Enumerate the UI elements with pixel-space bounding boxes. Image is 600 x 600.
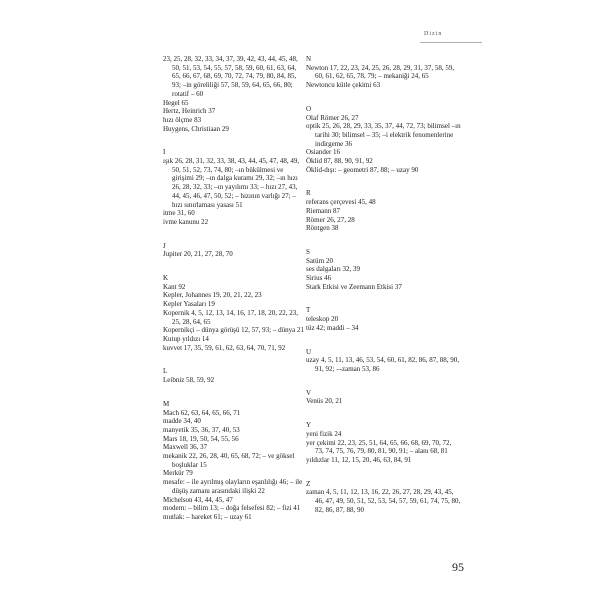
index-entry: itme 31, 60 xyxy=(163,209,195,218)
index-entry: kuvvet 17, 35, 59, 61, 62, 63, 64, 70, 71, 92 xyxy=(163,343,286,352)
section-gap xyxy=(306,406,461,414)
index-entry: Römer 26, 27, 28 xyxy=(306,215,355,224)
header-rule xyxy=(420,42,482,43)
index-entry: ivme kanunu 22 xyxy=(163,217,209,226)
index-entry: Kant 92 xyxy=(163,282,186,291)
index-entry: Kopernik 4, 5, 12, 13, 14, 16, 17, 18, 20, 22, 23, 25, 28, 64, 65 xyxy=(163,308,298,326)
index-entry: 23, 25, 28, 32, 33, 34, 37, 39, 42, 43, 44, 45, 48, 50, 51, 53, 54, 55, 57, 58, 59, 60, 61, 63, 64, 65, 66, 67, 68, 69, 70, 72, 74, 79, 80, 84, 85, 93; –in göreliliği 57, 58, 59, 64, 65, 66, 80; rotatif – 60 xyxy=(163,55,298,98)
index-entry: manyetik 35, 36, 37, 40, 53 xyxy=(163,425,240,434)
index-letter-heading: J xyxy=(163,241,166,250)
section-gap xyxy=(306,90,461,98)
index-entry: Röntgen 38 xyxy=(306,224,339,233)
index-entry: hızı ölçme 83 xyxy=(163,115,202,124)
index-entry: mutlak: – hareket 61; – uzay 61 xyxy=(163,512,252,521)
index-entry: ses dalgaları 32, 39 xyxy=(306,265,361,274)
section-gap xyxy=(163,227,306,235)
index-entry: mesafe: – ile ayrılmış olayların eşanlılığı 46; – ile düşüş zamanı arasındaki ilişki 22 xyxy=(163,478,303,495)
section-gap xyxy=(306,333,461,341)
index-letter-heading: R xyxy=(306,189,311,198)
index-entry: Kutup yıldızı 14 xyxy=(163,334,209,343)
index-entry: Newtoncu kütle çekimi 63 xyxy=(306,81,381,90)
index-letter-heading: S xyxy=(306,247,310,256)
index-entry: Hegel 65 xyxy=(163,98,189,107)
index-entry: Maxwell 36, 37 xyxy=(163,443,208,452)
index-entry: Osiander 16 xyxy=(306,148,341,157)
section-gap xyxy=(306,291,461,299)
index-letter-heading: Y xyxy=(306,421,312,430)
index-entry: Olaf Römer 26, 27 xyxy=(306,113,359,122)
index-entry: optik 25, 26, 28, 29, 33, 35, 37, 44, 72, 73; bilimsel –ın tarihi 30; bilimsel – 35; –i elektrik fenomenlerine indirgeme 36 xyxy=(306,122,461,148)
index-entry: modern: – bilim 13; – doğa felsefesi 82; – fizi 41 xyxy=(163,504,301,513)
index-entry: Satürn 20 xyxy=(306,256,334,265)
index-entry: Mach 62, 63, 64, 65, 66, 71 xyxy=(163,408,241,417)
index-letter-heading: I xyxy=(163,148,166,157)
index-entry: Öklid-dışı: – geometri 87, 88; – uzay 90 xyxy=(306,165,419,174)
index-entry: Sirius 46 xyxy=(306,274,332,283)
section-gap xyxy=(306,174,461,182)
index-entry: yer çekimi 22, 23, 25, 51, 64, 65, 66, 68, 69, 70, 72, 73, 74, 75, 76, 79, 80, 81, 90, 91; – alanı 68, 81 xyxy=(306,438,452,456)
index-column-left xyxy=(163,55,306,522)
index-entry: yeni fizik 24 xyxy=(306,429,342,438)
index-entry: Kepler, Johannes 19, 20, 21, 22, 23 xyxy=(163,291,262,300)
index-entry: Hertz, Heinrich 37 xyxy=(163,107,216,116)
index-entry: Venüs 20, 21 xyxy=(306,397,343,406)
index-entry: Riemann 87 xyxy=(306,206,341,215)
index-letter-heading: T xyxy=(306,306,311,315)
index-entry: Merkür 79 xyxy=(163,469,193,478)
index-entry: Leibniz 58, 59, 92 xyxy=(163,376,215,385)
index-entry: Kepler Yasaları 19 xyxy=(163,300,215,309)
section-gap xyxy=(306,233,461,241)
index-entry: zaman 4, 5, 11, 12, 13, 16, 22, 26, 27, 28, 29, 43, 45, 46, 47, 49, 50, 51, 52, 53, 54, 57, 59, 61, 74, 75, 80, 82, 86, 87, 88, 90 xyxy=(306,488,461,514)
index-letter-heading: Z xyxy=(306,479,311,488)
index-entry: Öklid 87, 88, 90, 91, 92 xyxy=(306,157,373,166)
index-entry: madde 34, 40 xyxy=(163,417,201,426)
index-entry: Michelson 43, 44, 45, 47 xyxy=(163,495,233,504)
index-entry: teleskop 20 xyxy=(306,315,339,324)
index-letter-heading: O xyxy=(306,104,312,113)
index-entry: Jupiter 20, 21, 27, 28, 70 xyxy=(163,250,233,259)
section-gap xyxy=(163,352,306,360)
index-entry: Huygens, Christiaan 29 xyxy=(163,124,229,133)
index-entry: ışık 26, 28, 31, 32, 33, 38, 43, 44, 45, 47, 48, 49, 50, 51, 52, 73, 74, 80; –ın bükülmesi ve girişimi 29; –ın dalga kuramı 29, 32; –ın hızı 26, 28, 32, 33; –ın yayılımı 33; – hızı 27, 43, 44, 45, 46, 47, 50, 52; – hızının varlığı 27; – hızı sınırlaması yasası 51 xyxy=(163,157,300,209)
page-number: 95 xyxy=(452,560,464,574)
index-letter-heading: V xyxy=(306,388,312,397)
section-gap xyxy=(163,133,306,141)
section-gap xyxy=(163,385,306,393)
index-letter-heading: L xyxy=(163,367,168,376)
index-letter-heading: M xyxy=(163,399,170,408)
index-entry: Kopernikçi – dünya görüşü 12, 57, 93; – dünya 21 xyxy=(163,326,304,335)
index-letter-heading: K xyxy=(163,274,169,283)
index-entry: yıldızlar 11, 12, 15, 20, 46, 63, 84, 91 xyxy=(306,455,412,464)
index-entry: Mars 18, 19, 50, 54, 55, 56 xyxy=(163,434,239,443)
section-gap xyxy=(306,465,461,473)
index-column-right xyxy=(306,55,461,514)
index-entry: mekanik 22, 26, 28, 40, 65, 68, 72; – ve göksel boşluklar 15 xyxy=(163,452,295,469)
index-entry: referans çerçevesi 45, 48 xyxy=(306,198,376,207)
section-gap xyxy=(163,259,306,267)
section-gap xyxy=(306,374,461,382)
index-entry: uzay 4, 5, 11, 13, 46, 53, 54, 60, 61, 82, 86, 87, 88, 90, 91, 92; –-zaman 53, 86 xyxy=(306,356,459,373)
running-head: Dizin xyxy=(424,31,443,37)
index-entry: Stark Etkisi ve Zeemann Etkisi 37 xyxy=(306,282,402,291)
index-letter-heading: N xyxy=(306,55,312,63)
index-entry: Newton 17, 22, 23, 24, 25, 26, 28, 29, 31, 37, 58, 59, 60, 61, 62, 65, 78, 79; – mekaniği 24, 65 xyxy=(306,63,455,81)
index-entry: tüz 42; maddi – 34 xyxy=(306,323,359,332)
index-letter-heading: U xyxy=(306,347,312,356)
